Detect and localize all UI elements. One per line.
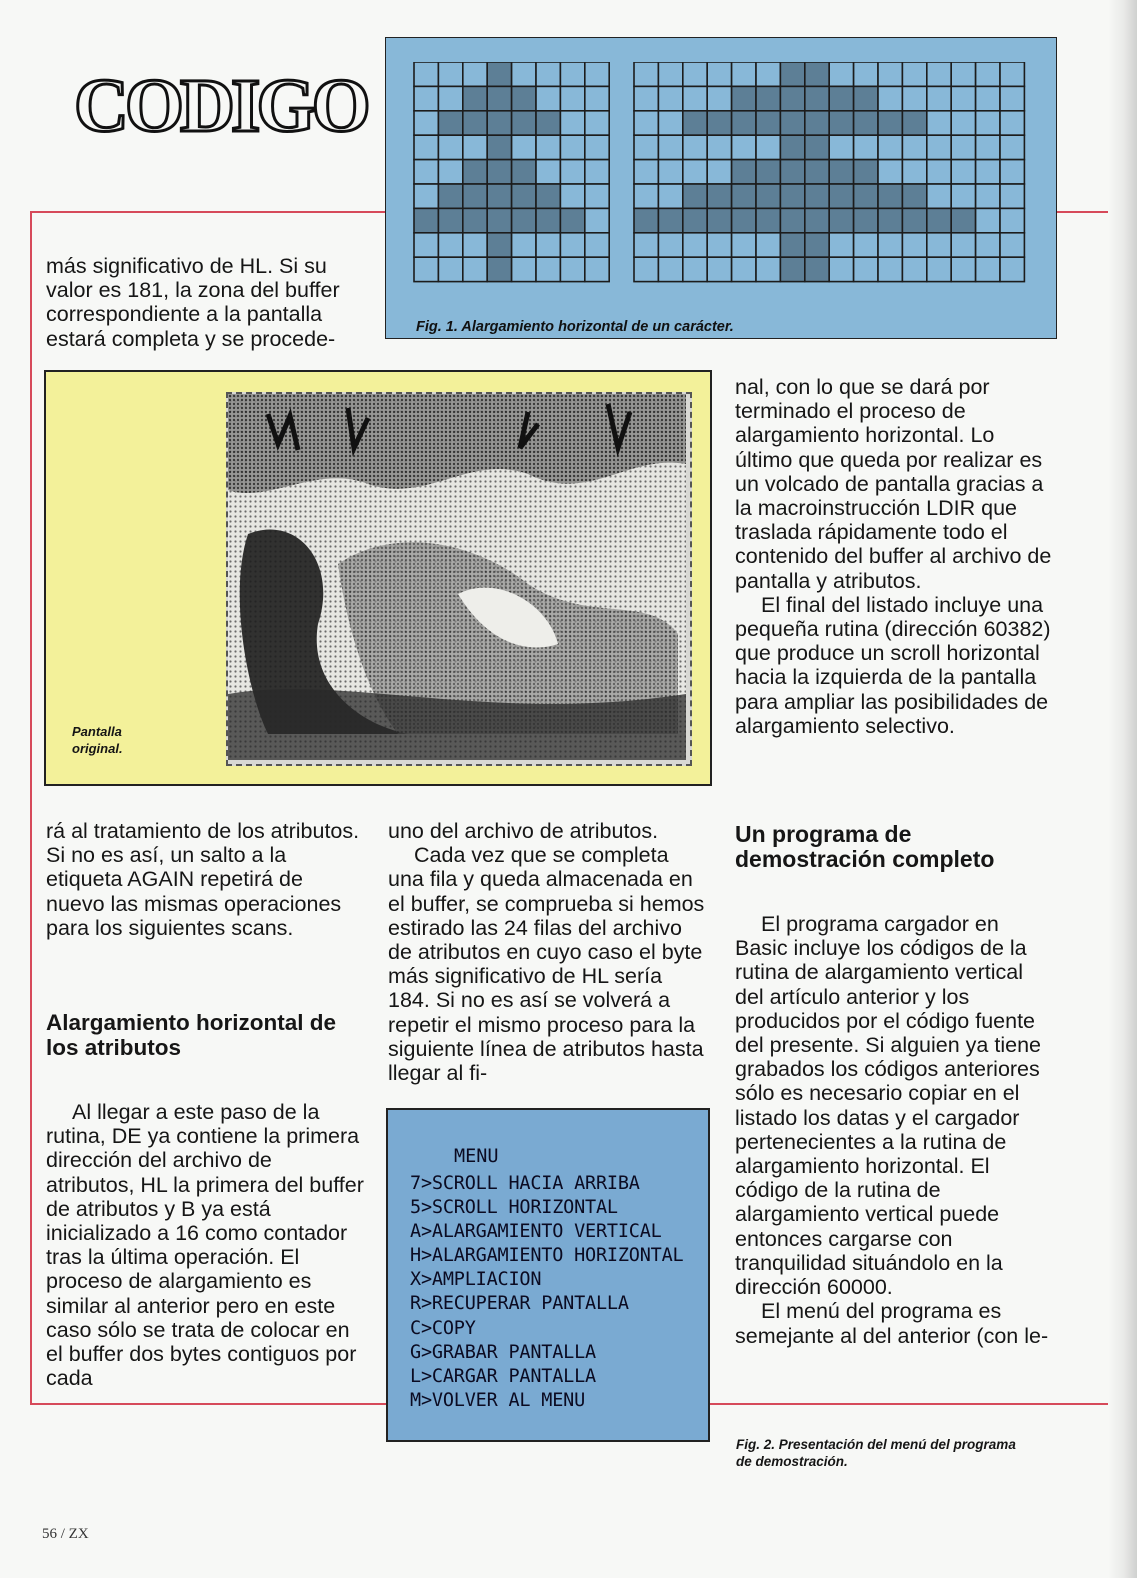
pixel-on	[732, 111, 756, 135]
menu-screen-figure	[386, 1108, 710, 1442]
paragraph: más significativo de HL. Si su valor es 181, la zona del buffer correspondiente a la pantalla estará completa y se procede-	[46, 254, 340, 351]
pixel-off	[902, 257, 926, 281]
pixel-off	[829, 257, 853, 281]
pixel-off	[658, 160, 682, 184]
pixel-off	[902, 86, 926, 110]
pixel-off	[878, 257, 902, 281]
pixel-off	[976, 111, 1000, 135]
menu-item: H>ALARGAMIENTO HORIZONTAL	[410, 1245, 684, 1267]
pixel-off	[732, 233, 756, 257]
pixel-off	[560, 135, 584, 159]
pixel-off	[927, 233, 951, 257]
pixel-on	[756, 184, 780, 208]
pixel-on	[927, 208, 951, 232]
pixel-on	[487, 86, 511, 110]
original-screen-image	[226, 392, 692, 766]
pixel-off	[560, 86, 584, 110]
pixel-on	[829, 184, 853, 208]
pixel-on	[487, 257, 511, 281]
pixel-on	[780, 257, 804, 281]
pixel-off	[683, 62, 707, 86]
pixel-on	[487, 233, 511, 257]
pixel-on	[780, 111, 804, 135]
figure-2-caption: Fig. 2. Presentación del menú del programa de demostración.	[736, 1437, 1016, 1469]
pixel-off	[463, 257, 487, 281]
pixel-off	[560, 257, 584, 281]
pixel-off	[536, 160, 560, 184]
pixel-on	[829, 208, 853, 232]
pixel-off	[634, 86, 658, 110]
pixel-on	[536, 111, 560, 135]
pixel-on	[780, 135, 804, 159]
pixel-off	[658, 257, 682, 281]
pixel-off	[1000, 86, 1024, 110]
pixel-on	[854, 86, 878, 110]
pixel-off	[976, 233, 1000, 257]
pixel-off	[536, 233, 560, 257]
pixel-off	[902, 62, 926, 86]
section-title: CODIGO	[74, 64, 367, 148]
pixel-off	[1000, 111, 1024, 135]
original-character-grid	[414, 62, 609, 282]
pixel-off	[951, 135, 975, 159]
pixel-on	[805, 160, 829, 184]
pixel-off	[927, 184, 951, 208]
pixel-off	[414, 257, 438, 281]
pixel-off	[707, 86, 731, 110]
pixel-off	[829, 135, 853, 159]
pixel-off	[1000, 135, 1024, 159]
pixel-off	[951, 160, 975, 184]
pixel-off	[878, 135, 902, 159]
pixel-off	[927, 160, 951, 184]
pixel-off	[854, 233, 878, 257]
pixel-off	[536, 135, 560, 159]
pixel-off	[438, 135, 462, 159]
pixel-on	[780, 160, 804, 184]
page-folio: 56 / ZX	[42, 1526, 89, 1542]
paragraph: Al llegar a este paso de la rutina, DE ya contiene la primera dirección del archivo de atributos, HL la primera del buffer de atributos y B ya está inicializado a 16 como contador tras la última operación. El proceso de alargamiento es similar al anterior pero en este caso sólo se trata de colocar en el buffer dos bytes contiguos por cada	[46, 1100, 364, 1391]
figure-1-caption: Fig. 1. Alargamiento horizontal de un carácter.	[416, 319, 734, 335]
pixel-on	[463, 184, 487, 208]
pixel-on	[805, 62, 829, 86]
pixel-off	[951, 62, 975, 86]
pixel-off	[438, 62, 462, 86]
character-grids	[410, 62, 1030, 316]
pixel-off	[683, 135, 707, 159]
menu-list	[410, 1172, 683, 1413]
pixel-off	[536, 62, 560, 86]
pixel-off	[707, 233, 731, 257]
pixel-on	[732, 86, 756, 110]
pixel-on	[951, 208, 975, 232]
pixel-on	[683, 111, 707, 135]
pixel-on	[438, 111, 462, 135]
pixel-on	[756, 86, 780, 110]
pixel-off	[902, 160, 926, 184]
pixel-off	[951, 184, 975, 208]
pixel-off	[976, 62, 1000, 86]
pixel-off	[585, 160, 609, 184]
pixel-off	[854, 257, 878, 281]
paragraph: uno del archivo de atributos.	[388, 819, 659, 843]
photo-caption-line: original.	[72, 741, 123, 756]
pixel-off	[707, 135, 731, 159]
pixel-off	[585, 86, 609, 110]
section-heading: Un programa de demostración completo	[735, 821, 995, 873]
pixel-off	[1000, 233, 1024, 257]
pixel-off	[585, 184, 609, 208]
pixel-off	[634, 257, 658, 281]
pixel-off	[414, 111, 438, 135]
pixel-on	[732, 184, 756, 208]
pixel-on	[805, 135, 829, 159]
pixel-on	[805, 257, 829, 281]
pixel-off	[658, 184, 682, 208]
pixel-on	[878, 111, 902, 135]
photo-caption-line: Pantalla	[72, 724, 122, 739]
pixel-on	[902, 184, 926, 208]
pixel-off	[560, 111, 584, 135]
pixel-on	[512, 208, 536, 232]
pixel-on	[805, 208, 829, 232]
menu-item: 5>SCROLL HORIZONTAL	[410, 1197, 618, 1219]
pixel-off	[438, 160, 462, 184]
frame-rule-left	[30, 211, 32, 1404]
pixel-off	[976, 86, 1000, 110]
pixel-on	[707, 184, 731, 208]
pixel-off	[536, 86, 560, 110]
paragraph: nal, con lo que se dará por terminado el proceso de alargamiento horizontal. Lo último que queda por realizar es un volcado de pantalla gracias a la macroinstrucción LDIR que traslada rápidamente todo el contenido del buffer al archivo de pantalla y atributos.	[735, 375, 1052, 593]
pixel-off	[707, 62, 731, 86]
column-1-top	[46, 254, 360, 365]
pixel-off	[658, 135, 682, 159]
pixel-off	[927, 111, 951, 135]
pixel-off	[976, 135, 1000, 159]
menu-item: R>RECUPERAR PANTALLA	[410, 1293, 629, 1315]
pixel-off	[463, 62, 487, 86]
pixel-on	[707, 111, 731, 135]
pixel-off	[438, 86, 462, 110]
pixel-off	[658, 62, 682, 86]
pixel-off	[976, 257, 1000, 281]
pixel-on	[756, 160, 780, 184]
pixel-on	[732, 208, 756, 232]
pixel-on	[902, 111, 926, 135]
pixel-off	[536, 257, 560, 281]
pixel-off	[683, 86, 707, 110]
column-2	[388, 819, 706, 1099]
pixel-on	[805, 233, 829, 257]
pixel-on	[854, 111, 878, 135]
frame-rule-top-left	[30, 211, 386, 213]
pixel-on	[438, 208, 462, 232]
pixel-on	[805, 86, 829, 110]
pixel-off	[951, 86, 975, 110]
pixel-off	[902, 233, 926, 257]
pixel-off	[658, 86, 682, 110]
pixel-off	[878, 62, 902, 86]
frame-rule-bottom-right	[706, 1403, 1108, 1405]
pixel-on	[683, 208, 707, 232]
pixel-on	[487, 184, 511, 208]
pixel-off	[951, 257, 975, 281]
page-edge-shadow	[1108, 0, 1137, 1578]
pixel-off	[585, 257, 609, 281]
pixel-on	[487, 135, 511, 159]
pixel-off	[756, 135, 780, 159]
pixel-off	[829, 233, 853, 257]
pixel-off	[1000, 184, 1024, 208]
pixel-off	[1000, 160, 1024, 184]
pixel-on	[683, 184, 707, 208]
pixel-off	[560, 160, 584, 184]
pixel-on	[463, 160, 487, 184]
frame-rule-top-right	[1055, 211, 1108, 213]
pixel-off	[585, 233, 609, 257]
pixel-off	[634, 160, 658, 184]
pixel-off	[634, 111, 658, 135]
pixel-off	[512, 233, 536, 257]
pixel-off	[732, 62, 756, 86]
pixel-off	[512, 257, 536, 281]
pixel-off	[902, 135, 926, 159]
dithered-illustration	[228, 394, 686, 760]
pixel-off	[414, 135, 438, 159]
paragraph: El menú del programa es semejante al del anterior (con le-	[735, 1299, 1049, 1348]
pixel-off	[927, 135, 951, 159]
pixel-off	[878, 86, 902, 110]
menu-title: MENU	[454, 1146, 499, 1167]
pixel-off	[634, 135, 658, 159]
pixel-off	[463, 135, 487, 159]
pixel-on	[487, 160, 511, 184]
pixel-off	[560, 233, 584, 257]
pixel-off	[585, 208, 609, 232]
pixel-off	[658, 111, 682, 135]
pixel-on	[487, 111, 511, 135]
pixel-on	[634, 208, 658, 232]
pixel-on	[512, 184, 536, 208]
pixel-off	[829, 62, 853, 86]
pixel-on	[756, 111, 780, 135]
pixel-off	[683, 233, 707, 257]
pixel-off	[976, 208, 1000, 232]
pixel-off	[1000, 257, 1024, 281]
pixel-on	[780, 233, 804, 257]
pixel-on	[829, 111, 853, 135]
pixel-on	[756, 208, 780, 232]
pixel-off	[512, 135, 536, 159]
paragraph: rá al tratamiento de los atributos. Si no es así, un salto a la etiqueta AGAIN repetirá de nuevo las mismas operaciones para los siguientes scans.	[46, 819, 360, 940]
stretched-character-grid	[634, 62, 1024, 282]
paragraph: El final del listado incluye una pequeña rutina (dirección 60382) que produce un scroll horizontal hacia la izquierda de la pantalla para ampliar las posibilidades de alargamiento selectivo.	[735, 592, 1051, 738]
pixel-off	[414, 233, 438, 257]
pixel-off	[414, 184, 438, 208]
pixel-off	[951, 233, 975, 257]
pixel-off	[634, 62, 658, 86]
pixel-off	[585, 62, 609, 86]
pixel-on	[878, 208, 902, 232]
pixel-off	[976, 184, 1000, 208]
pixel-off	[438, 233, 462, 257]
pixel-on	[878, 184, 902, 208]
pixel-on	[560, 208, 584, 232]
pixel-on	[780, 184, 804, 208]
pixel-off	[560, 62, 584, 86]
pixel-on	[512, 111, 536, 135]
menu-item: G>GRABAR PANTALLA	[410, 1341, 596, 1363]
pixel-off	[1000, 62, 1024, 86]
pixel-off	[756, 257, 780, 281]
menu-item: X>AMPLIACION	[410, 1269, 542, 1291]
pixel-off	[560, 184, 584, 208]
pixel-off	[756, 233, 780, 257]
column-3	[735, 375, 1055, 1362]
pixel-on	[658, 208, 682, 232]
pixel-off	[927, 62, 951, 86]
pixel-off	[732, 135, 756, 159]
pixel-off	[512, 62, 536, 86]
pixel-on	[805, 111, 829, 135]
menu-item: 7>SCROLL HACIA ARRIBA	[410, 1173, 640, 1194]
section-heading: Alargamiento horizontal de los atributos	[46, 1010, 337, 1061]
pixel-on	[536, 208, 560, 232]
pixel-off	[756, 62, 780, 86]
pixel-off	[854, 62, 878, 86]
pixel-off	[585, 111, 609, 135]
pixel-on	[438, 184, 462, 208]
column-1-bottom	[46, 819, 364, 1404]
menu-item: C>COPY	[410, 1317, 476, 1339]
pixel-on	[854, 208, 878, 232]
menu-item: L>CARGAR PANTALLA	[410, 1365, 596, 1387]
paragraph: Cada vez que se completa una fila y queda almacenada en el buffer, se comprueba si hemos estirado las 24 filas del archivo de atributos en cuyo caso el byte más significativo de HL sería 184. Si no es así se volverá a repetir el mismo proceso para la siguiente línea de atributos hasta llegar al fi-	[388, 843, 705, 1086]
pixel-off	[585, 135, 609, 159]
pixel-off	[707, 160, 731, 184]
pixel-off	[854, 135, 878, 159]
pixel-on	[487, 208, 511, 232]
pixel-on	[463, 111, 487, 135]
pixel-on	[512, 86, 536, 110]
pixel-on	[414, 208, 438, 232]
pixel-on	[487, 62, 511, 86]
pixel-off	[707, 257, 731, 281]
pixel-off	[414, 86, 438, 110]
pixel-on	[780, 86, 804, 110]
photo-caption	[72, 723, 123, 757]
menu-item: A>ALARGAMIENTO VERTICAL	[410, 1221, 662, 1243]
pixel-off	[414, 62, 438, 86]
pixel-off	[976, 160, 1000, 184]
pixel-off	[438, 257, 462, 281]
pixel-off	[927, 86, 951, 110]
pixel-off	[463, 233, 487, 257]
menu-item: M>VOLVER AL MENU	[410, 1389, 586, 1411]
pixel-off	[878, 233, 902, 257]
pixel-on	[854, 160, 878, 184]
pixel-off	[634, 233, 658, 257]
pixel-on	[512, 160, 536, 184]
paragraph: El programa cargador en Basic incluye los códigos de la rutina de alargamiento vertical del artículo anterior y los producidos por el código fuente del presente. Si alguien ya tiene grabados los códigos anteriores sólo es necesario copiar en el listado los datas y el cargador pertenecientes a la rutina de alargamiento horizontal. El código de la rutina de alargamiento vertical puede entonces cargarse con tranquilidad situándolo en la dirección 60000.	[735, 912, 1041, 1300]
pixel-on	[536, 184, 560, 208]
pixel-off	[732, 257, 756, 281]
pixel-on	[780, 62, 804, 86]
pixel-on	[732, 160, 756, 184]
photo-panel	[44, 370, 712, 786]
pixel-off	[878, 160, 902, 184]
pixel-on	[829, 86, 853, 110]
pixel-on	[829, 160, 853, 184]
pixel-off	[927, 257, 951, 281]
pixel-on	[463, 86, 487, 110]
pixel-off	[951, 111, 975, 135]
pixel-on	[780, 208, 804, 232]
pixel-on	[854, 184, 878, 208]
pixel-on	[902, 208, 926, 232]
pixel-off	[683, 257, 707, 281]
pixel-off	[683, 160, 707, 184]
pixel-off	[634, 184, 658, 208]
pixel-off	[414, 160, 438, 184]
figure-1-panel	[385, 37, 1057, 339]
pixel-on	[707, 208, 731, 232]
pixel-on	[805, 184, 829, 208]
pixel-off	[658, 233, 682, 257]
pixel-off	[1000, 208, 1024, 232]
pixel-on	[463, 208, 487, 232]
